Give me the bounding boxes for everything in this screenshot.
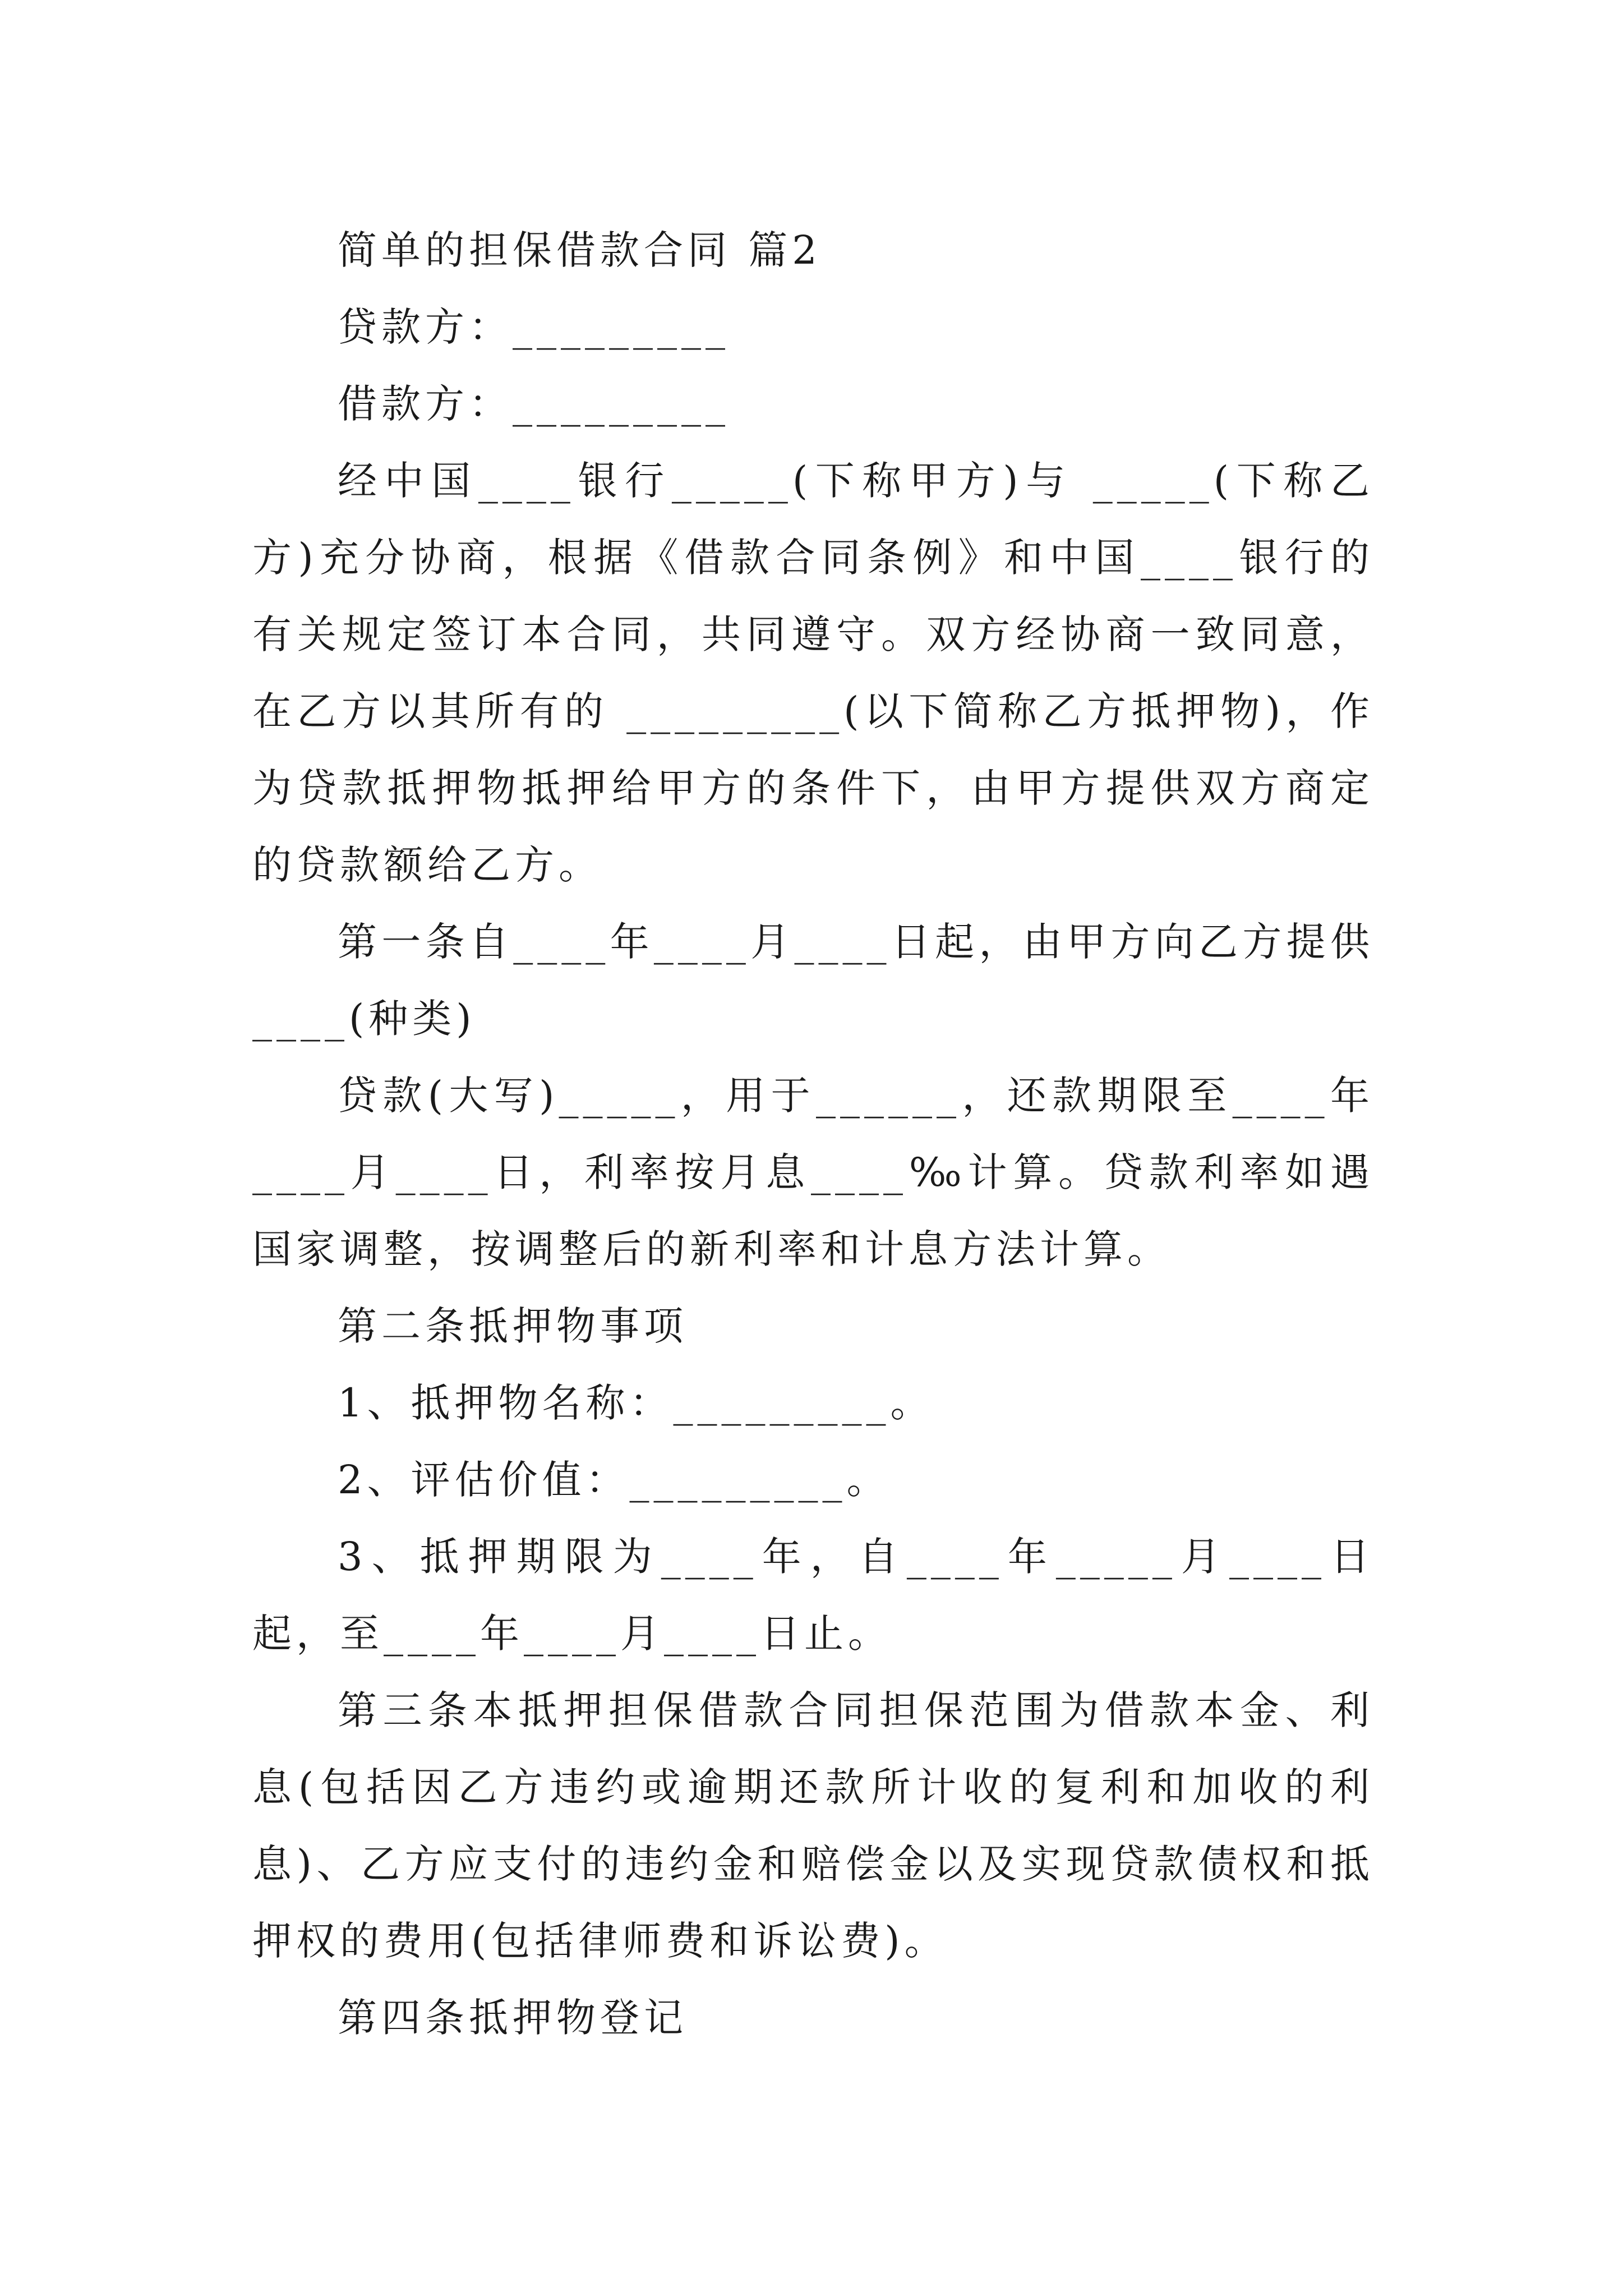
article-1-heading: 第一条自____年____月____日起，由甲方向乙方提供____(种类) [252, 919, 1374, 1042]
mortgage-term-line: 3、抵押期限为____年，自____年_____月____日起，至____年____月____日止。 [252, 1534, 1374, 1657]
borrower-line: 借款方：_________ [338, 381, 730, 427]
document-body [252, 212, 1374, 2056]
collateral-name-line: 1、抵押物名称：_________。 [338, 1380, 934, 1426]
preamble-paragraph: 经中国____银行_____(下称甲方)与 _____(下称乙方)充分协商，根据《借款合同条例》和中国____银行的有关规定签订本合同，共同遵守。双方经协商一致同意，在乙方以其所有的 _________(以下简称乙方抵押物)，作为贷款抵押物抵押给甲方的条件下，由甲方提供双方商定的贷款额给乙方。 [252, 458, 1374, 888]
article-3-paragraph: 第三条本抵押担保借款合同担保范围为借款本金、利息(包括因乙方违约或逾期还款所计收的复利和加收的利息)、乙方应支付的违约金和赔偿金以及实现贷款债权和抵押权的费用(包括律师费和诉讼费)。 [252, 1687, 1374, 1964]
appraised-value-line: 2、评估价值：_________。 [338, 1457, 891, 1503]
document-title: 简单的担保借款合同 篇2 [338, 227, 822, 273]
lender-line: 贷款方：_________ [338, 304, 730, 350]
article-4-heading: 第四条抵押物登记 [338, 1995, 688, 2041]
article-2-heading: 第二条抵押物事项 [338, 1303, 688, 1349]
article-1-loan-terms: 贷款(大写)_____，用于______，还款期限至____年____月____日，利率按月息____‰计算。贷款利率如遇国家调整，按调整后的新利率和计息方法计算。 [252, 1073, 1374, 1272]
